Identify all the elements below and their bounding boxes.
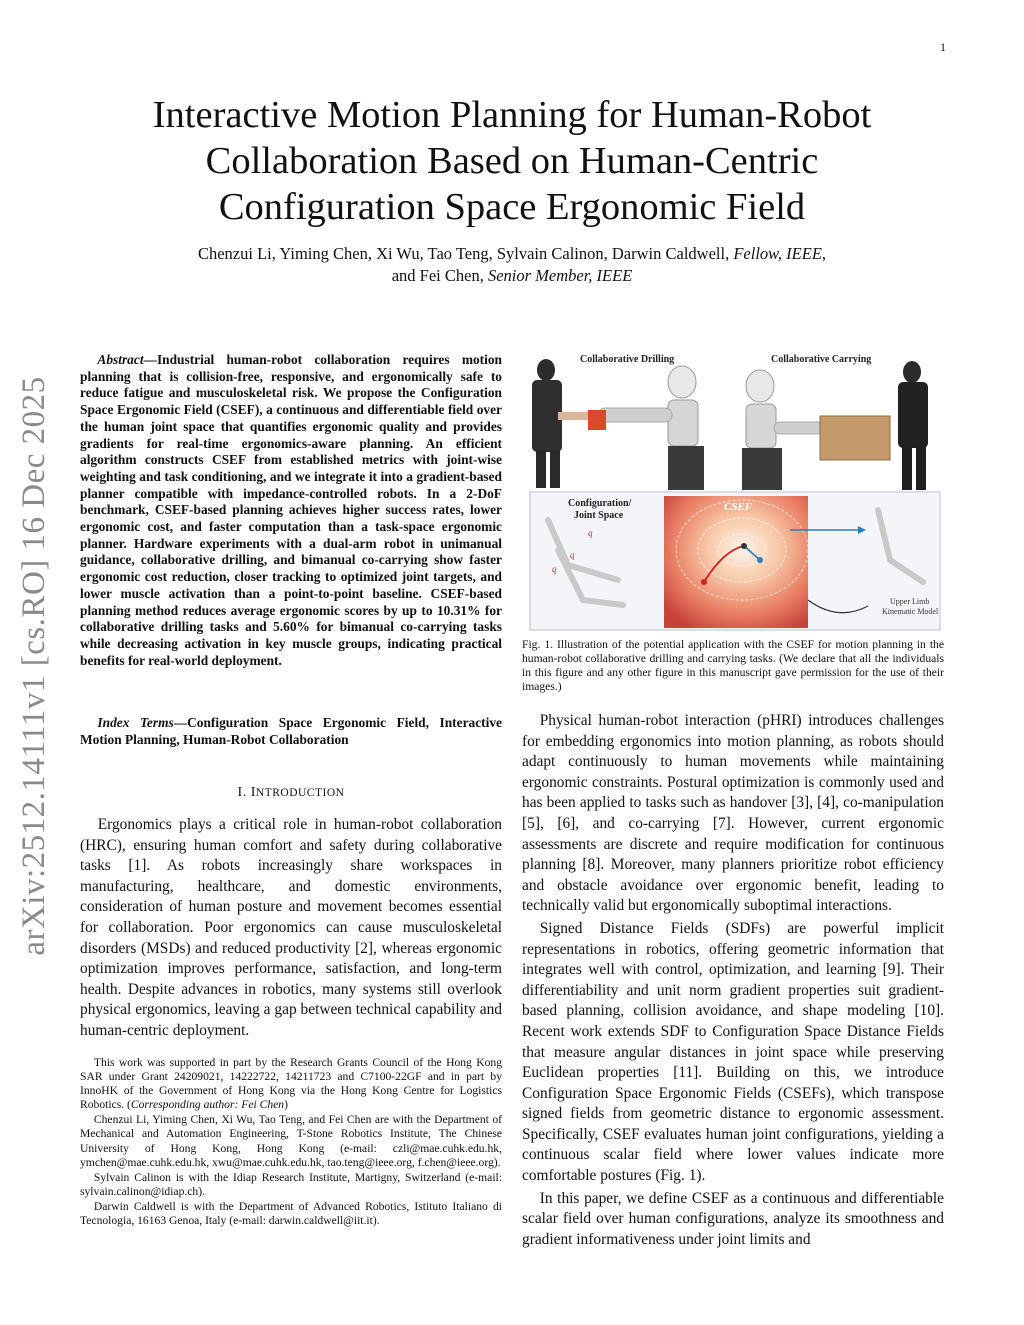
authors-punct: , — [821, 244, 827, 263]
label-kinematic-model: Kinematic Model — [882, 607, 939, 616]
title-line-2: Collaboration Based on Human-Centric — [205, 140, 819, 182]
label-collaborative-drilling: Collaborative Drilling — [580, 354, 675, 365]
index-terms — [80, 715, 502, 748]
trajectory-end-point — [757, 557, 763, 563]
footnotes — [80, 1056, 502, 1229]
footnote-affiliation-2: Sylvain Calinon is with the Idiap Research Institute, Martigny, Switzerland (e-mail: sylvain.calinon@idiap.ch). — [80, 1170, 502, 1198]
paragraph-this-paper: In this paper, we define CSEF as a continuous and differentiable scalar field over human configurations, analyze its smoothness and gradient informativeness under joint limits and — [522, 1189, 944, 1248]
abstract-text: —Industrial human-robot collaboration requires motion planning that is collision-free, responsive, and ergonomically safe to reduce fatigue and musculoskeletal risk. We propose the Configuration Space Ergonomic Field (CSEF), a continuous and differentiable field over the human joint space that quantifies ergonomic quality and provides gradients for real-time ergonomics-aware planning. An efficient algorithm constructs CSEF from established metrics with joint-wise weighting and task conditioning, and we integrate it into a gradient-based planner compatible with impedance-controlled robots. In a 2-DoF benchmark, CSEF-based planning achieves higher success rates, lower ergonomic cost, and faster computation than a task-space ergonomic planner. Hardware experiments with a dual-arm robot in unimanual guidance, collaborative drilling, and bimanual co-carrying show faster ergonomic cost reduction, closer tracking to optimized joint targets, and lower muscle activation than a point-to-point baseline. CSEF-based planning method reduces average ergonomic scores by up to 10.31% for collaborative drilling tasks and 5.60% for bimanual co-carrying tasks while decreasing activation in key muscle groups, indicating practical benefits for real-world deployment. — [80, 352, 502, 668]
trajectory-start-point — [701, 579, 707, 585]
q-label-1: q — [588, 528, 593, 538]
section-numeral: I. — [237, 785, 251, 800]
author-list — [80, 243, 944, 287]
footnote-corresponding: Corresponding author: Fei Chen — [130, 1098, 285, 1112]
trajectory-mid-point — [741, 543, 747, 549]
q-label-3: q — [552, 564, 557, 574]
intro-paragraph — [80, 815, 502, 1044]
index-terms-text: —Configuration Space Ergonomic Field, Interactive Motion Planning, Human-Robot Collaboration — [80, 715, 502, 747]
figure-1-graphic — [528, 350, 942, 632]
label-upper-limb: Upper Limb — [890, 597, 930, 606]
authors-line-1: Chenzui Li, Yiming Chen, Xi Wu, Tao Teng, Sylvain Calinon, Darwin Caldwell, — [197, 244, 734, 263]
title-line-3: Configuration Space Ergonomic Field — [218, 186, 806, 228]
author-role-fellow: Fellow, IEEE — [733, 244, 822, 263]
paper-title — [80, 92, 944, 230]
page-number: 1 — [940, 40, 946, 54]
section-title-rest: NTRODUCTION — [255, 787, 345, 799]
label-csef: CSEF — [724, 501, 753, 513]
arxiv-identifier: arXiv:2512.14111v1 [cs.RO] 16 Dec 2025 — [16, 376, 52, 956]
authors-line-2: and Fei Chen, — [391, 266, 488, 285]
author-role-senior: Senior Member, IEEE — [487, 266, 633, 285]
abstract-label: Abstract — [97, 352, 144, 367]
abstract — [80, 352, 502, 669]
footnote-funding: This work was supported in part by the Research Grants Council of the Hong Kong SAR under Grant 24209021, 14222722, 14211723 and C7100-22GF and in part by InnoHK of the Government of Hong Kong via the Hong Kong Centre for Logistics Robotics. ( — [80, 1056, 502, 1112]
footnote-affiliation-3: Darwin Caldwell is with the Department of Advanced Robotics, Istituto Italiano di Tecnologia, 16163 Genoa, Italy (e-mail: darwin.caldwell@iit.it). — [80, 1199, 502, 1228]
title-line-1: Interactive Motion Planning for Human-Robot — [152, 94, 872, 136]
index-terms-label: Index Terms — [97, 715, 174, 730]
figure-1-caption: Fig. 1. Illustration of the potential application with the CSEF for motion planning in the human-robot collaborative drilling and carrying tasks. (We declare that all the individuals in this figure and any other figure in this manuscript gave permission for the use of their images.) — [522, 638, 944, 694]
label-collaborative-carrying: Collaborative Carrying — [771, 354, 872, 365]
label-configuration: Configuration/ — [568, 498, 632, 509]
footnote-punct: ) — [284, 1098, 288, 1112]
right-column-body — [522, 711, 944, 1252]
q-label-2: q — [570, 550, 575, 560]
intro-text: Ergonomics plays a critical role in human-robot collaboration (HRC), ensuring human comfort and safety during collaborative tasks [1]. As robots increasingly share workspaces in manufacturing, healthcare, and domestic environments, consideration of human posture and movement becomes essential for collaboration. Poor ergonomics can cause musculoskeletal disorders (MSDs) and reduced productivity [2], whereas ergonomic optimization improves performance, satisfaction, and long-term health. Despite advances in robotics, many systems still overlook physical ergonomics, leaving a gap between technical capability and human-centric deployment. — [80, 816, 502, 1039]
section-first-letter: I — [250, 785, 256, 800]
label-joint-space: Joint Space — [574, 510, 624, 521]
figure-1 — [528, 350, 942, 632]
csef-field — [664, 496, 808, 628]
paragraph-phri: Physical human-robot interaction (pHRI) introduces challenges for embedding ergonomics into motion planning, as robots should adapt continuously to human movements while maintaining ergonomic constraints. Postural optimization is commonly used and has been applied to tasks such as handover [3], [4], co-manipulation [5], [6], and co-carrying [7]. However, current ergonomic assessments are discrete and require modification for continuous planning [8]. Moreover, many planners prioritize robot efficiency and obstacle avoidance over ergonomic benefit, leading to technically valid but ergonomically suboptimal interactions. — [522, 712, 944, 915]
footnote-affiliation-1: Chenzui Li, Yiming Chen, Xi Wu, Tao Teng, and Fei Chen are with the Department of Mechanical and Automation Engineering, T-Stone Robotics Institute, The Chinese University of Hong Kong, Hong Kong (e-mail: czli@mae.cuhk.edu.hk, ymchen@mae.cuhk.edu.hk, xwu@mae.cuhk.edu.hk, tao.teng@ieee.org, f.chen@ieee.org). — [80, 1113, 502, 1169]
paragraph-sdf: Signed Distance Fields (SDFs) are powerful implicit representations in robotics, offering geometric information that integrates well with control, optimization, and learning [9]. Their differentiability and unit norm gradient properties suit gradient-based planning, collision avoidance, and shape modeling [10]. Recent work extends SDF to Configuration Space Distance Fields that measure angular distances in joint space while preserving Euclidean properties [11]. Building on this, we introduce Configuration Space Ergonomic Fields (CSEFs), which transpose signed fields from geometric distance to ergonomic assessment. Specifically, CSEF evaluates human joint configurations, yielding a continuous scalar field where lower values indicate more comfortable postures (Fig. 1). — [522, 919, 944, 1185]
section-heading-introduction — [80, 785, 502, 801]
carried-box — [820, 416, 890, 460]
